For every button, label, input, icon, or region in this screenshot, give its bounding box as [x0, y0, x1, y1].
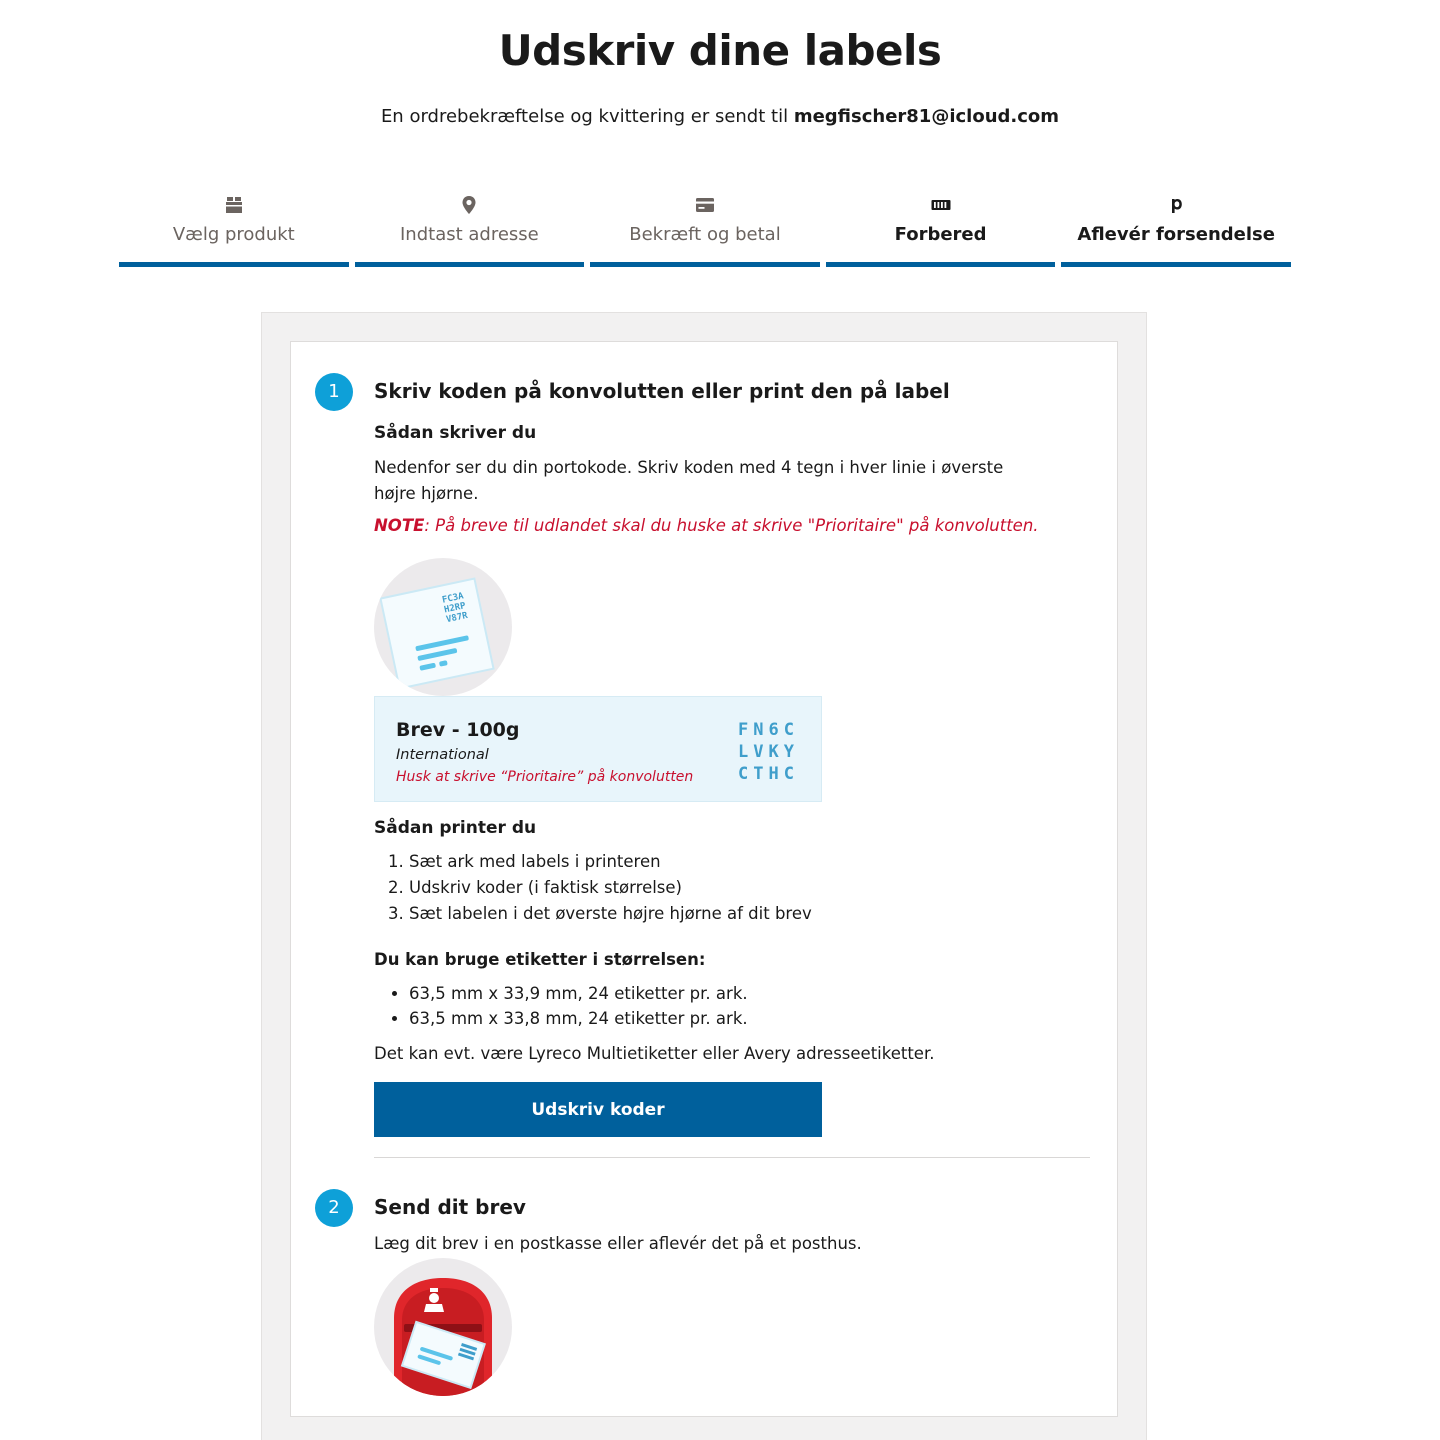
progress-steps: [119, 190, 1291, 268]
step-label: Indtast adresse: [400, 224, 539, 245]
step-aflever-forsendelse[interactable]: [1061, 190, 1291, 267]
postage-code-line: CTHC: [738, 764, 799, 784]
package-icon: [223, 194, 245, 216]
confirmation-email: megfischer81@icloud.com: [793, 106, 1060, 127]
label-destination: International: [396, 747, 489, 763]
envelope-illustration: [374, 558, 512, 696]
list-item: 1. Sæt ark med labels i printeren: [409, 849, 812, 875]
write-heading: Sådan skriver du: [374, 423, 537, 443]
location-pin-icon: [458, 194, 480, 216]
list-item: 2. Udskriv koder (i faktisk størrelse): [409, 875, 812, 901]
mailbox-icon: [374, 1258, 512, 1396]
write-instructions: Nedenfor ser du din portokode. Skriv koden med 4 tegn i hver linie i øverste højre hjørne.: [374, 458, 1004, 503]
envelope-code-line: H2RP: [443, 601, 467, 616]
step-label: Vælg produkt: [172, 224, 295, 245]
label-sizes: [374, 981, 748, 1031]
postage-code: [738, 719, 799, 785]
list-item: • 63,5 mm x 33,9 mm, 24 etiketter pr. ark.: [409, 981, 748, 1006]
section-title: Skriv koden på konvolutten eller print den på label: [374, 379, 950, 403]
mailbox-illustration: [374, 1258, 512, 1396]
international-note: [374, 516, 1039, 535]
step-forbered[interactable]: [826, 190, 1056, 267]
send-instructions: Læg dit brev i en postkasse eller aflevér det på et posthus.: [374, 1234, 862, 1253]
step-bekraeft-og-betal[interactable]: [590, 190, 820, 267]
postage-code-line: LVKY: [738, 742, 799, 762]
section-title: Send dit brev: [374, 1195, 526, 1219]
confirmation-prefix: En ordrebekræftelse og kvittering er sendt til: [380, 106, 789, 127]
envelope-icon: [374, 558, 512, 696]
label-note: Husk at skrive “Prioritaire” på konvolutten: [396, 769, 694, 785]
page-title: Udskriv dine labels: [498, 26, 942, 75]
instructions-card: [290, 341, 1118, 1417]
note-label: NOTE: [374, 516, 425, 535]
postage-code-line: FN6C: [738, 720, 799, 740]
post-logo-icon: [1165, 194, 1187, 216]
barcode-label-icon: [930, 194, 952, 216]
instructions-panel: [261, 312, 1147, 1440]
note-text: : På breve til udlandet skal du huske at skrive "Prioritaire" på konvolutten.: [424, 516, 1039, 535]
list-item: • 63,5 mm x 33,8 mm, 24 etiketter pr. ark.: [409, 1006, 748, 1031]
envelope-code-line: FC3A: [441, 591, 465, 606]
envelope-code-line: V87R: [445, 610, 469, 626]
step-number-badge: 2: [315, 1189, 353, 1227]
list-item: 3. Sæt labelen i det øverste højre hjørne af dit brev: [409, 901, 812, 927]
print-steps: [374, 849, 812, 927]
credit-card-icon: [694, 194, 716, 216]
postage-label: [374, 696, 822, 802]
sizes-heading: Du kan bruge etiketter i størrelsen:: [374, 950, 706, 969]
step-indtast-adresse[interactable]: [355, 190, 585, 267]
section-divider: [374, 1157, 1090, 1158]
step-number-badge: 1: [315, 373, 353, 411]
step-label: Bekræft og betal: [629, 224, 781, 245]
step-label: Aflevér forsendelse: [1077, 224, 1275, 245]
print-heading: Sådan printer du: [374, 818, 537, 838]
print-codes-button[interactable]: Udskriv koder: [374, 1082, 822, 1137]
confirmation-text: [0, 106, 1440, 127]
label-brands-text: Det kan evt. være Lyreco Multietiketter eller Avery adresseetiketter.: [374, 1044, 935, 1063]
step-vaelg-produkt[interactable]: [119, 190, 349, 267]
step-label: Forbered: [894, 224, 987, 245]
label-product: Brev - 100g: [396, 719, 520, 741]
